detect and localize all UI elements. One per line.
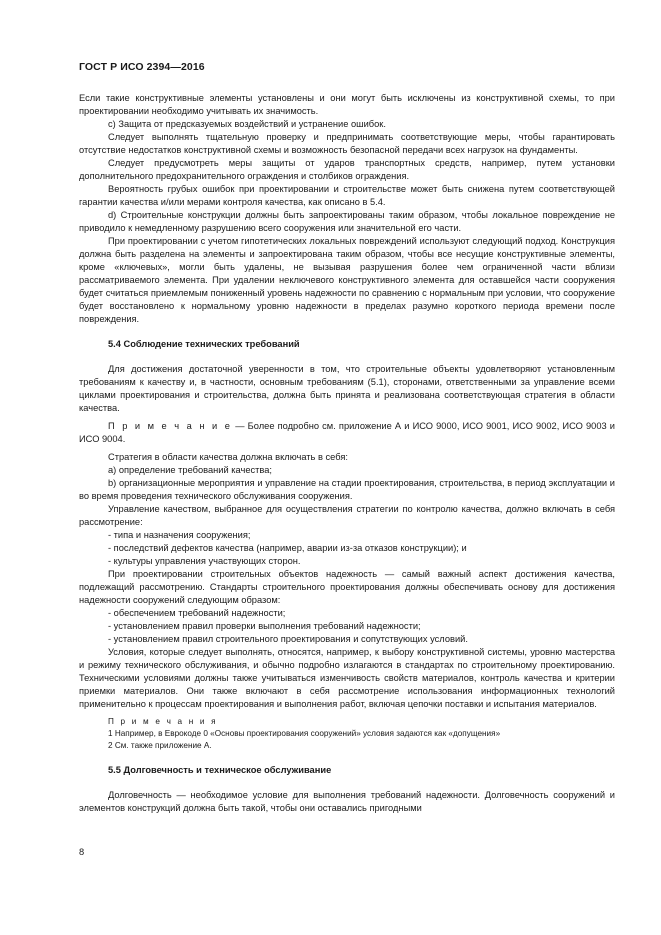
paragraph: Вероятность грубых ошибок при проектировании и строительстве может быть снижена путем соответствующей гарантии качества и/или мерами контроля качества, как описано в 5.4.: [79, 184, 615, 207]
note: [79, 420, 615, 446]
note-item: 2 См. также приложение А.: [108, 741, 212, 750]
list-item: c) Защита от предсказуемых воздействий и устранение ошибок.: [108, 119, 386, 129]
paragraph: Следует предусмотреть меры защиты от ударов транспортных средств, например, путем установки дополнительного предохранительного ограждения и столбиков ограждения.: [79, 158, 615, 181]
document-body: [79, 92, 615, 815]
list-item: d) Строительные конструкции должны быть запроектированы таким образом, чтобы локальное повреждение не приводило к немедленному разрушению всего сооружения или значительной его части.: [79, 210, 615, 233]
list-item: - обеспечением требований надежности;: [108, 608, 286, 618]
paragraph: При проектировании с учетом гипотетических локальных повреждений используют следующий подход. Конструкция должна быть разделена на элементы и запроектирована таким образом, чтобы все несущие конструктивные элементы, кроме «ключевых», могли быть удалены, не вызывая разрушения более чем ограниченной части вблизи рассматриваемого элемента. При удалении неключевого конструктивного элемента для оставшейся части сооружения будет считаться приемлемым пониженный уровень надежности по сравнению с нормальным при условии, что сооружение будет восстановлено к нормальному уровню надежности в пределах разумно короткого периода времени после повреждения.: [79, 236, 615, 324]
list-item: - установлением правил проверки выполнения требований надежности;: [108, 621, 421, 631]
paragraph: Условия, которые следует выполнять, относятся, например, к выбору конструктивной системы, уровню мастерства и режиму технического обслуживания, и обычно подробно излагаются в стандартах по строительному проектированию. Техническими условиями должны также учитываться изменчивость свойств материалов, контроль качества и критерии приемки материалов. Они также включают в себя рассмотрение использования информационных технологий применительно к процессам проектирования и выполнения работ, включая цепочки поставки и испытания материалов.: [79, 647, 615, 709]
paragraph: Долговечность — необходимое условие для выполнения требований надежности. Долговечность сооружений и элементов конструкций должна быть такой, чтобы они оставались пригодными: [79, 790, 615, 813]
page-number: 8: [79, 847, 85, 857]
note-item: 1 Например, в Еврокоде 0 «Основы проектирования сооружений» условия задаются как «допущения»: [108, 729, 501, 738]
note-text: — Более подробно см. приложение А и ИСО 9000, ИСО 9001, ИСО 9002, ИСО 9003 и ИСО 9004.: [79, 421, 615, 444]
document-header: ГОСТ Р ИСО 2394—2016: [79, 61, 205, 73]
paragraph: При проектировании строительных объектов надежность — самый важный аспект достижения качества, подлежащий рассмотрению. Стандарты строительного проектирования должны обеспечивать основу для достижения надежности сооружений следующим образом:: [79, 569, 615, 605]
list-item: - последствий дефектов качества (например, аварии из-за отказов конструкции); и: [108, 543, 467, 553]
section-heading-5-5: 5.5 Долговечность и техническое обслуживание: [108, 765, 332, 775]
list-item: - культуры управления участвующих сторон.: [108, 556, 301, 566]
notes-label: П р и м е ч а н и я: [108, 717, 218, 726]
paragraph: Управление качеством, выбранное для осуществления стратегии по контролю качества, должно включать в себя рассмотрение:: [79, 504, 615, 527]
section-heading-5-4: 5.4 Соблюдение технических требований: [108, 339, 300, 349]
paragraph: Следует выполнять тщательную проверку и предпринимать соответствующие меры, чтобы гарантировать отсутствие недостатков конструктивной схемы и возможность безопасной передачи всех нагрузок на фундаменты.: [79, 132, 615, 155]
list-item: - типа и назначения сооружения;: [108, 530, 251, 540]
list-item: b) организационные мероприятия и управление на стадии проектирования, строительства, в период эксплуатации и во время проведения технического обслуживания сооружения.: [79, 478, 615, 501]
paragraph: Для достижения достаточной уверенности в том, что строительные объекты удовлетворяют установленным требованиям к качеству и, в частности, основным требованиям (5.1), сторонами, ответственными за управление всеми циклами проектирования и строительства, должна быть принята и реализована соответствующая стратегия в области качества.: [79, 364, 615, 413]
note-label: П р и м е ч а н и е: [108, 421, 233, 431]
list-item: a) определение требований качества;: [108, 465, 272, 475]
paragraph: Если такие конструктивные элементы установлены и они могут быть исключены из конструктивной схемы, то при проектировании необходимо учитывать их значимость.: [79, 93, 615, 116]
list-item: - установлением правил строительного проектирования и сопутствующих условий.: [108, 634, 468, 644]
paragraph: Стратегия в области качества должна включать в себя:: [108, 452, 348, 462]
